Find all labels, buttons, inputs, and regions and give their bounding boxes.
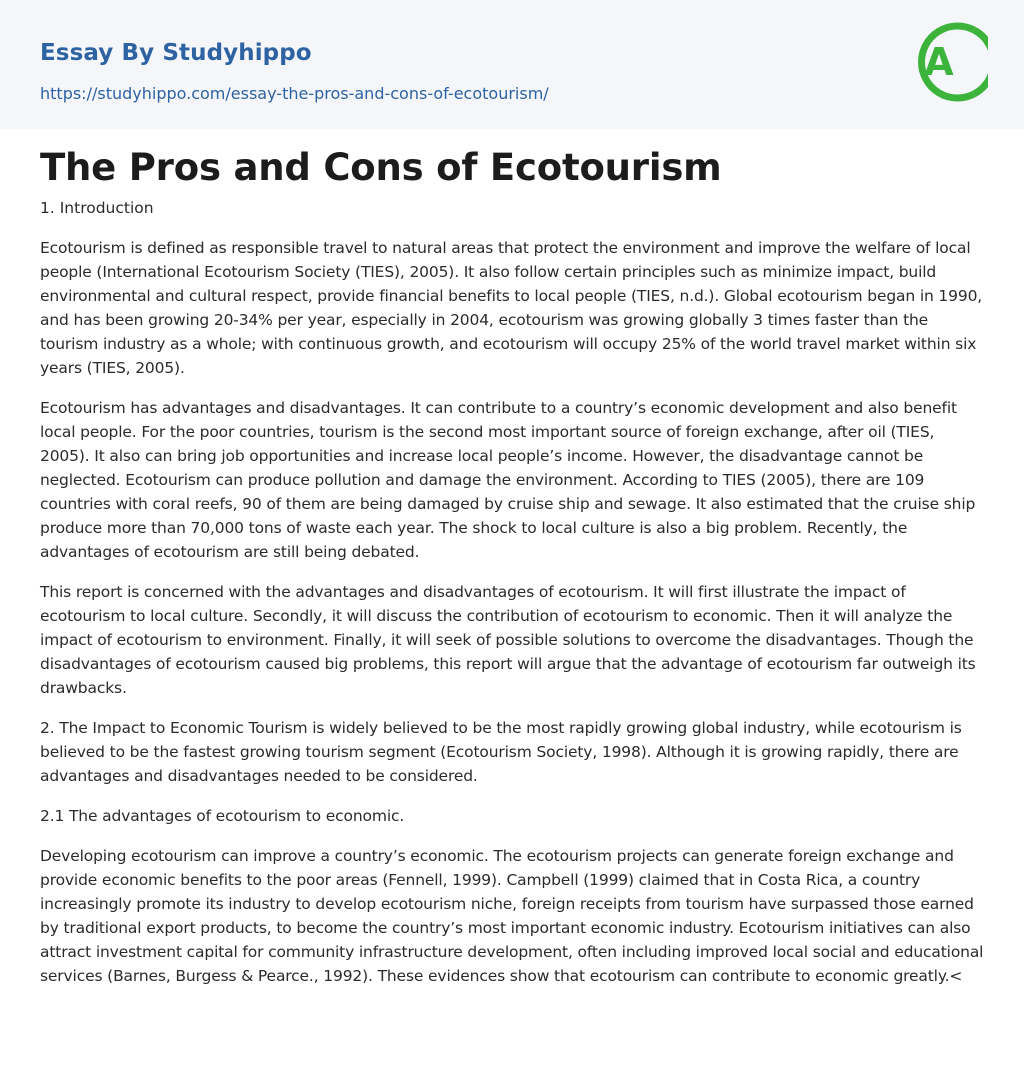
page-title: The Pros and Cons of Ecotourism — [40, 146, 722, 189]
paragraph: This report is concerned with the advantages and disadvantages of ecotourism. It will first illustrate the impact of ecotourism to local culture. Secondly, it will discuss the contribution of ecotourism to economic. Then it will analyze the impact of ecotourism to environment. Finally, it will seek of possible solutions to overcome the disadvantages. Though the disadvantages of ecotourism caused big problems, this report will argue that the advantage of ecotourism far outweigh its drawbacks. — [40, 583, 976, 697]
source-url-link[interactable]: https://studyhippo.com/essay-the-pros-and-cons-of-ecotourism/ — [40, 84, 549, 103]
logo-letter: A — [924, 40, 954, 84]
paragraph: 2. The Impact to Economic Tourism is widely believed to be the most rapidly growing global industry, while ecotourism is believed to be the fastest growing tourism segment (Ecotourism Society, 1998). Although it is growing rapidly, there are advantages and disadvantages needed to be considered. — [40, 719, 962, 785]
paragraph: Developing ecotourism can improve a country’s economic. The ecotourism projects can generate foreign exchange and provide economic benefits to the poor areas (Fennell, 1999). Campbell (1999) claimed that in Costa Rica, a country increasingly promote its industry to develop ecotourism niche, foreign receipts from tourism have surpassed those earned by traditional export products, to become the country’s most important economic industry. Ecotourism initiatives can also attract investment capital for community infrastructure development, often including improved local social and educational services (Barnes, Burgess & Pearce., 1992). These evidences show that ecotourism can contribute to economic greatly.< — [40, 847, 984, 985]
paragraph: Ecotourism has advantages and disadvantages. It can contribute to a country’s economic development and also benefit local people. For the poor countries, tourism is the second most important source of foreign exchange, after oil (TIES, 2005). It also can bring job opportunities and increase local people’s income. However, the disadvantage cannot be neglected. Ecotourism can produce pollution and damage the environment. According to TIES (2005), there are 109 countries with coral reefs, 90 of them are being damaged by cruise ship and sewage. It also estimated that the cruise ship produce more than 70,000 tons of waste each year. The shock to local culture is also a big problem. Recently, the advantages of ecotourism are still being debated. — [40, 399, 976, 561]
studyhippo-logo-icon[interactable] — [912, 18, 988, 106]
site-header — [0, 0, 1024, 129]
article-body — [40, 145, 984, 988]
paragraph: Ecotourism is defined as responsible travel to natural areas that protect the environment and improve the welfare of local people (International Ecotourism Society (TIES), 2005). It also follow certain principles such as minimize impact, build environmental and cultural respect, provide financial benefits to local people (TIES, n.d.). Global ecotourism began in 1990, and has been growing 20-34% per year, especially in 2004, ecotourism was growing globally 3 times faster than the tourism industry as a whole; with continuous growth, and ecotourism will occupy 25% of the world travel market within six years (TIES, 2005). — [40, 239, 983, 377]
intro-heading: 1. Introduction — [40, 199, 154, 217]
section-heading: 2.1 The advantages of ecotourism to economic. — [40, 807, 405, 825]
brand-title[interactable]: Essay By Studyhippo — [40, 40, 312, 66]
